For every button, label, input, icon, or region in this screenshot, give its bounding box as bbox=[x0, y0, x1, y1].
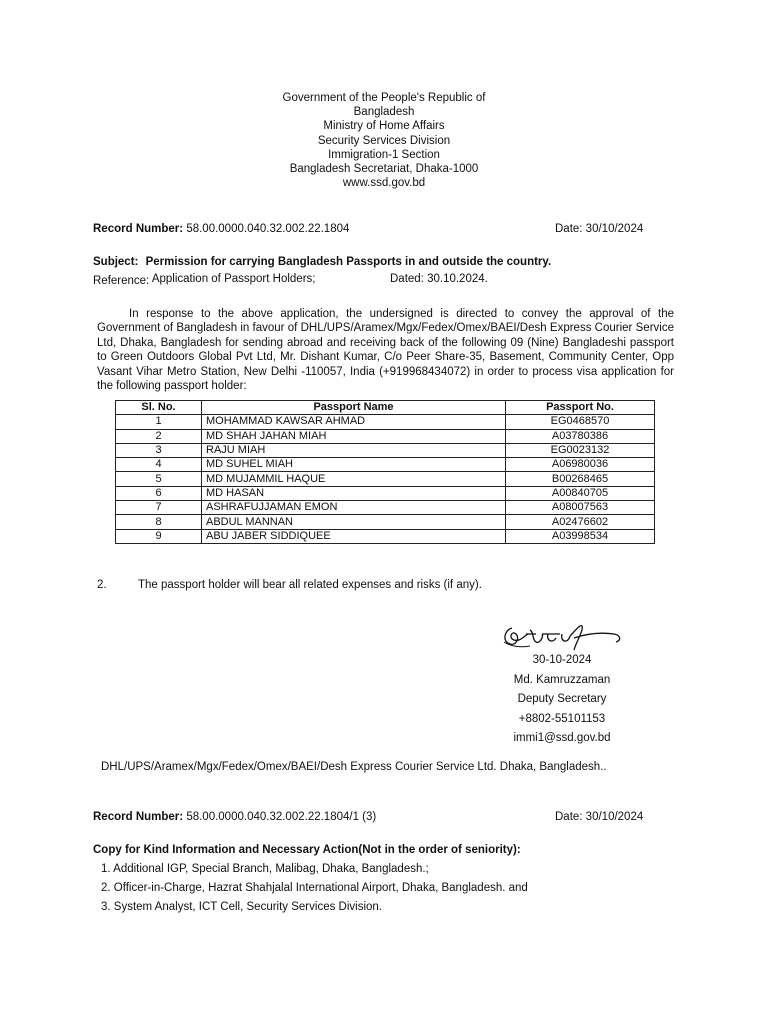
record-number-label: Record Number: bbox=[93, 811, 184, 823]
record-date-1: Date: 30/10/2024 bbox=[555, 223, 644, 235]
cell-passport-name: MD HASAN bbox=[202, 486, 506, 500]
letterhead-line: Immigration-1 Section bbox=[328, 148, 440, 161]
header-passport-name: Passport Name bbox=[202, 401, 506, 415]
signatory-email: immi1@ssd.gov.bd bbox=[513, 732, 611, 744]
point-2-text: The passport holder will bear all related expenses and risks (if any). bbox=[138, 579, 482, 591]
signature-date: 30-10-2024 bbox=[532, 654, 592, 666]
table-row bbox=[116, 429, 655, 443]
cell-passport-no: A03780386 bbox=[506, 429, 655, 443]
letterhead-line: Bangladesh Secretariat, Dhaka-1000 bbox=[289, 163, 479, 176]
reference-line bbox=[93, 273, 315, 285]
cell-sl-no: 1 bbox=[116, 415, 202, 429]
reference-text: Application of Passport Holders; bbox=[151, 273, 316, 285]
letterhead-line: Government of the People's Republic of bbox=[282, 92, 486, 104]
cell-passport-name: MD SUHEL MIAH bbox=[202, 458, 506, 472]
cell-sl-no: 8 bbox=[116, 515, 202, 529]
cell-passport-no: EG0023132 bbox=[506, 443, 655, 457]
table-row bbox=[116, 458, 655, 472]
table-row bbox=[116, 515, 655, 529]
cell-passport-no: A03998534 bbox=[506, 529, 655, 543]
table-row bbox=[116, 501, 655, 515]
signatory-designation: Deputy Secretary bbox=[517, 693, 607, 705]
subject-label: Subject: bbox=[93, 256, 139, 268]
subject-line bbox=[93, 256, 551, 268]
subject-text: Permission for carrying Bangladesh Passports in and outside the country. bbox=[145, 256, 552, 268]
record-date-2: Date: 30/10/2024 bbox=[555, 811, 644, 823]
list-item: 1. Additional IGP, Special Branch, Malibag, Dhaka, Bangladesh.; bbox=[101, 863, 429, 875]
cell-passport-no: A00840705 bbox=[506, 486, 655, 500]
record-number-1 bbox=[93, 223, 349, 235]
letterhead bbox=[0, 91, 768, 190]
table-row bbox=[116, 472, 655, 486]
table-row bbox=[116, 415, 655, 429]
letterhead-website: www.ssd.gov.bd bbox=[342, 177, 426, 190]
copy-title: Copy for Kind Information and Necessary Action(Not in the order of seniority): bbox=[93, 844, 521, 856]
record-number-2 bbox=[93, 811, 376, 823]
list-item: 3. System Analyst, ICT Cell, Security Services Division. bbox=[101, 901, 382, 913]
copy-list bbox=[101, 860, 528, 917]
cell-passport-name: MD SHAH JAHAN MIAH bbox=[202, 429, 506, 443]
reference-dated: Dated: 30.10.2024. bbox=[390, 273, 488, 285]
signature-scribble bbox=[490, 620, 640, 654]
cell-sl-no: 5 bbox=[116, 472, 202, 486]
signatory-phone: +8802-55101153 bbox=[518, 712, 606, 725]
cell-sl-no: 3 bbox=[116, 443, 202, 457]
cell-passport-name: MD MUJAMMIL HAQUE bbox=[202, 472, 506, 486]
cell-sl-no: 9 bbox=[116, 529, 202, 543]
table-header-row bbox=[116, 401, 655, 415]
cell-sl-no: 2 bbox=[116, 429, 202, 443]
cell-passport-no: B00268465 bbox=[506, 472, 655, 486]
record-number-value: 58.00.0000.040.32.002.22.1804/1 (3) bbox=[186, 811, 377, 823]
cell-passport-no: A06980036 bbox=[506, 458, 655, 472]
letterhead-line: Bangladesh bbox=[353, 106, 415, 119]
cell-sl-no: 6 bbox=[116, 486, 202, 500]
cell-passport-name: RAJU MIAH bbox=[202, 443, 506, 457]
table-row bbox=[116, 443, 655, 457]
recipient-line: DHL/UPS/Aramex/Mgx/Fedex/Omex/BAEI/Desh Express Courier Service Ltd. Dhaka, Bangladesh.. bbox=[101, 761, 607, 773]
table-row bbox=[116, 486, 655, 500]
reference-label: Reference: bbox=[93, 275, 150, 287]
cell-passport-name: ABU JABER SIDDIQUEE bbox=[202, 529, 506, 543]
passport-table bbox=[115, 400, 655, 544]
header-passport-no: Passport No. bbox=[506, 401, 655, 415]
record-number-label: Record Number: bbox=[93, 223, 184, 235]
signatory-name: Md. Kamruzzaman bbox=[513, 673, 611, 686]
list-item: 2. Officer-in-Charge, Hazrat Shahjalal International Airport, Dhaka, Bangladesh. and bbox=[101, 882, 528, 894]
point-2-number: 2. bbox=[97, 579, 107, 591]
cell-passport-no: EG0468570 bbox=[506, 415, 655, 429]
record-number-value: 58.00.0000.040.32.002.22.1804 bbox=[186, 223, 350, 235]
cell-passport-no: A02476602 bbox=[506, 515, 655, 529]
letterhead-line: Ministry of Home Affairs bbox=[323, 120, 445, 133]
header-sl-no: Sl. No. bbox=[116, 401, 202, 415]
letterhead-line: Security Services Division bbox=[317, 134, 451, 147]
body-paragraph-text: In response to the above application, the undersigned is directed to convey the approval of the Government of Bangladesh in favour of DHL/UPS/Aramex/Mgx/Fedex/Omex/BAEI/Desh Express Courier Service Ltd, Dhaka, Bangladesh for sending abroad and receiving back of the following 09 (Nine) Bangladeshi passport to Green Outdoors Global Pvt Ltd, Mr. Dishant Kumar, C/o Peer Share-35, Basement, Community Center, Opp Vasant Vihar Metro Station, New Delhi -110057, India (+919968434072) in order to process visa application for the following passport holder: bbox=[97, 308, 674, 393]
body-paragraph bbox=[97, 307, 674, 393]
cell-passport-name: MOHAMMAD KAWSAR AHMAD bbox=[202, 415, 506, 429]
cell-passport-name: ABDUL MANNAN bbox=[202, 515, 506, 529]
cell-passport-no: A08007563 bbox=[506, 501, 655, 515]
cell-sl-no: 7 bbox=[116, 501, 202, 515]
signatory-block bbox=[492, 651, 632, 749]
table-row bbox=[116, 529, 655, 543]
cell-sl-no: 4 bbox=[116, 458, 202, 472]
cell-passport-name: ASHRAFUJJAMAN EMON bbox=[202, 501, 506, 515]
